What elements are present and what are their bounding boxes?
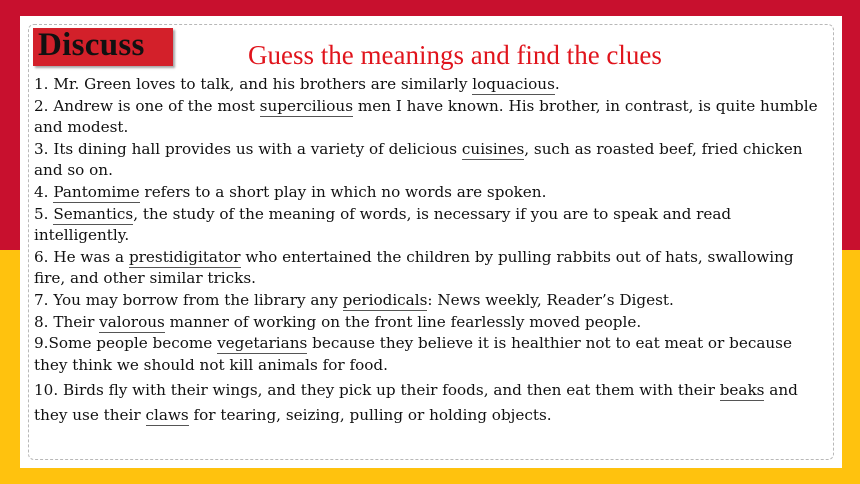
list-item-9 — [34, 333, 820, 376]
keyword-beaks: beaks — [719, 381, 765, 400]
list-item-4 — [34, 182, 820, 204]
item-text: 4. — [34, 182, 54, 201]
item-text: 8. Their — [34, 312, 100, 331]
item-text: 6. He was a — [34, 247, 129, 266]
list-item-7 — [34, 290, 820, 312]
keyword-cuisines: cuisines — [461, 139, 525, 158]
item-text: manner of working on the front line fearlessly moved people. — [164, 312, 642, 331]
sentence-list — [34, 74, 820, 428]
list-item-2 — [34, 96, 820, 139]
keyword-prestidigitator: prestidigitator — [128, 247, 241, 266]
item-text: 7. You may borrow from the library any — [34, 290, 343, 309]
item-text: 3. Its dining hall provides us with a variety of delicious — [34, 139, 462, 158]
item-text: for tearing, seizing, pulling or holding objects. — [188, 406, 552, 425]
page-title: Guess the meanings and find the clues — [248, 40, 662, 70]
item-text: . — [554, 75, 560, 93]
keyword-claws: claws — [145, 406, 189, 425]
item-text: : News weekly, Reader’s Digest. — [427, 290, 674, 309]
keyword-periodicals: periodicals — [342, 290, 428, 309]
list-item-1 — [34, 74, 820, 96]
keyword-valorous: valorous — [99, 312, 165, 331]
keyword-pantomime: Pantomime — [53, 182, 140, 201]
keyword-vegetarians: vegetarians — [217, 334, 308, 353]
keyword-supercilious: supercilious — [259, 96, 353, 115]
keyword-semantics: Semantics — [53, 204, 134, 223]
item-text: 5. — [34, 204, 54, 223]
item-text: 9.Some people become — [34, 334, 218, 353]
item-text: and they use their — [34, 381, 798, 425]
list-item-3 — [34, 139, 820, 182]
item-text: who entertained the children by pulling rabbits out of hats, swallowing fire, and other similar tricks. — [34, 247, 794, 288]
item-text: 1. Mr. Green loves to talk, and his brothers are similarly — [34, 75, 473, 93]
keyword-loquacious: loquacious — [472, 75, 555, 93]
item-text: refers to a short play in which no words are spoken. — [139, 182, 547, 201]
list-item-8 — [34, 312, 820, 334]
list-item-5 — [34, 204, 820, 247]
item-text: 2. Andrew is one of the most — [34, 96, 260, 115]
item-text: 10. Birds fly with their wings, and they pick up their foods, and then eat them with their — [34, 381, 720, 400]
item-text: men I have known. His brother, in contrast, is quite humble and modest. — [34, 96, 818, 137]
list-item-10 — [34, 378, 820, 428]
discuss-tag: Discuss — [38, 27, 145, 63]
list-item-6 — [34, 247, 820, 290]
item-text: because they believe it is healthier not to eat meat or because they think we should not kill animals for food. — [34, 334, 792, 374]
item-text: , the study of the meaning of words, is necessary if you are to speak and read intelligently. — [34, 204, 732, 245]
item-text: , such as roasted beef, fried chicken and so on. — [34, 139, 803, 180]
